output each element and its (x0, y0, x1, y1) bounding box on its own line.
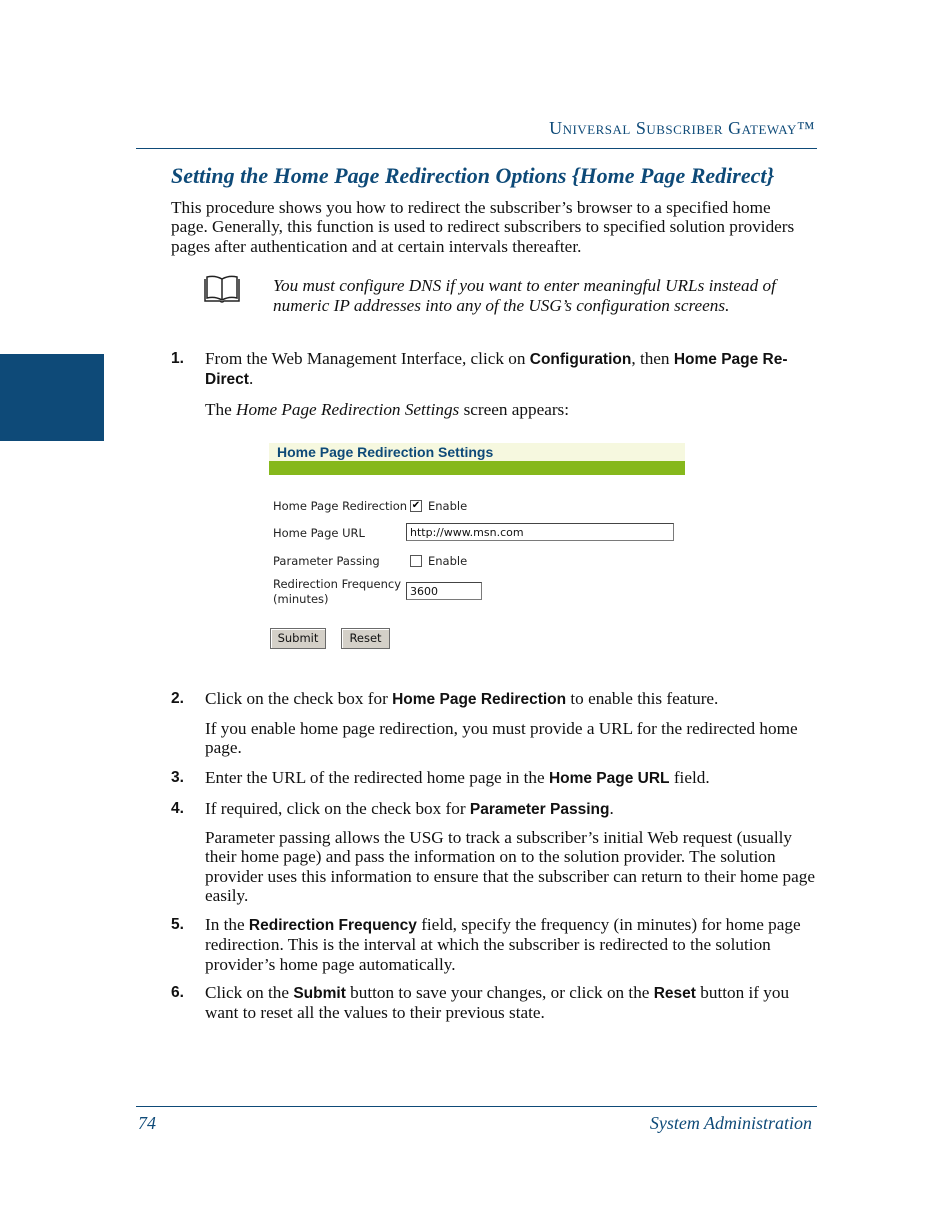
step-text-part: The (205, 400, 237, 419)
step-text-part: Click on the check box for (205, 689, 393, 708)
step-text-part: button to save your changes, or click on the (345, 983, 654, 1002)
note-text: You must configure DNS if you want to enter meaningful URLs instead of numeric IP addresses into any of the USG’s configuration screens. (273, 276, 776, 315)
step-text-part: . (609, 799, 614, 818)
ui-term: Submit (293, 985, 346, 1002)
frequency-label (273, 577, 401, 607)
redirection-settings-screenshot (269, 443, 685, 658)
step-text (205, 349, 817, 390)
step-text-part: button if you want to reset all the values to their previous state. (205, 983, 790, 1023)
step-text (205, 799, 817, 819)
step-number: 4. (171, 800, 184, 817)
step-text (205, 915, 817, 974)
ui-term: Redirection Frequency (248, 917, 417, 934)
step-text (205, 983, 817, 1023)
redirection-enable-label: Enable (428, 499, 468, 513)
redirection-frequency-input[interactable]: 3600 (406, 582, 482, 600)
param-enable-label: Enable (428, 554, 468, 568)
redirection-label: Home Page Redirection (273, 499, 408, 513)
home-page-url-input[interactable]: http://www.msn.com (406, 523, 674, 541)
step-text-part: From the Web Management Interface, click on (205, 349, 530, 368)
ui-term: Parameter Passing (469, 801, 610, 818)
param-label: Parameter Passing (273, 554, 380, 568)
footer-rule (136, 1106, 817, 1107)
step-text-part: screen appears: (459, 400, 570, 419)
screen-name: Home Page Redirection Settings (236, 400, 460, 419)
step-text-part: to enable this feature. (566, 689, 719, 708)
step-number: 6. (171, 984, 184, 1001)
header-rule (136, 148, 817, 149)
running-head: Universal Subscriber Gateway™ (549, 118, 815, 138)
chapter-name: System Administration (649, 1113, 812, 1133)
ui-term: Reset (653, 985, 696, 1002)
step-text-part: If required, click on the check box for (205, 799, 470, 818)
step-subtext: If you enable home page redirection, you must provide a URL for the redirected home page. (205, 719, 798, 758)
chapter-tab (0, 354, 104, 441)
step-text-part: Click on the (205, 983, 294, 1002)
step-number: 1. (171, 350, 184, 367)
step-text (205, 689, 817, 709)
step-text-part: field, specify the frequency (in minutes) for home page redirection. This is the interval at which the subscriber is redirected to the solution provider’s home page automatically. (205, 915, 801, 974)
param-passing-checkbox[interactable] (410, 555, 422, 567)
intro-paragraph: This procedure shows you how to redirect the subscriber’s browser to a specified home page. Generally, this function is used to redirect subscribers to specified solution providers pages after authentication and at certain intervals thereafter. (171, 198, 795, 256)
redirection-checkbox[interactable]: ✔ (411, 500, 421, 511)
ui-term: Configuration (529, 351, 632, 368)
panel-accent-bar (269, 461, 685, 475)
step-subtext: Parameter passing allows the USG to track a subscriber’s initial Web request (usually their home page) and pass the information on to the solution provider. The solution provider uses this information to ensure that the subscriber can return to their home page easily. (205, 828, 815, 905)
url-label: Home Page URL (273, 526, 365, 540)
book-icon (203, 275, 241, 305)
step-number: 3. (171, 769, 184, 786)
frequency-label-line: Redirection Frequency (273, 577, 402, 591)
step-subtext (205, 400, 817, 419)
step-text-part: field. (669, 768, 710, 787)
panel-title: Home Page Redirection Settings (269, 443, 685, 461)
reset-button[interactable]: Reset (341, 628, 390, 649)
submit-button[interactable]: Submit (270, 628, 326, 649)
step-number: 5. (171, 916, 184, 933)
step-text-part: . (248, 369, 254, 389)
ui-term: Home Page URL (548, 770, 670, 787)
step-number: 2. (171, 690, 184, 707)
step-text-part: , then (631, 349, 674, 368)
page-number: 74 (138, 1113, 156, 1133)
ui-term: Home Page Re-Direct (205, 351, 788, 389)
step-text-part: In the (205, 915, 249, 934)
frequency-unit-label: (minutes) (273, 592, 329, 606)
ui-term: Home Page Redirection (392, 691, 567, 708)
step-text-part: Enter the URL of the redirected home page in the (205, 768, 549, 787)
step-text (205, 768, 817, 788)
section-title: Setting the Home Page Redirection Options {Home Page Redirect} (171, 163, 775, 188)
